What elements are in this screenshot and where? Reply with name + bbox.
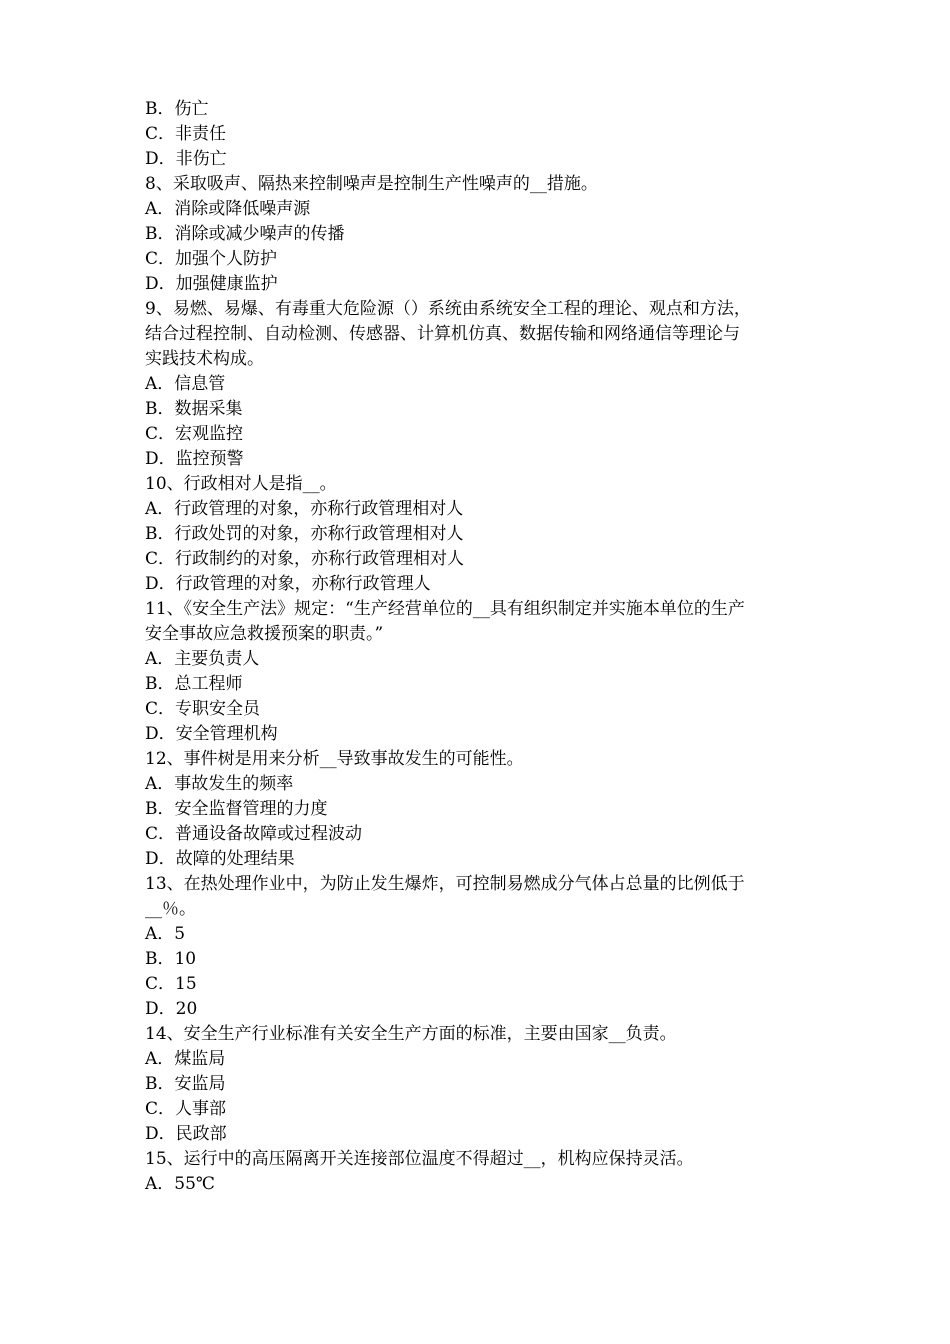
text-line: A．消除或降低噪声源 <box>145 199 311 219</box>
text-line: B．总工程师 <box>145 674 243 694</box>
question-15: 15、运行中的高压隔离开关连接部位温度不得超过__，机构应保持灵活。 <box>145 1149 694 1169</box>
question-10: 10、行政相对人是指__。 <box>145 474 337 494</box>
text-line: A．信息管 <box>145 374 226 394</box>
text-line: C．非责任 <box>145 124 227 144</box>
text-line: 实践技术构成。 <box>145 349 264 369</box>
text-line: A．55℃ <box>145 1174 215 1194</box>
question-12: 12、事件树是用来分析__导致事故发生的可能性。 <box>145 749 524 769</box>
text-line: D．民政部 <box>145 1124 227 1144</box>
text-line: A．煤监局 <box>145 1049 226 1069</box>
text-line: B．行政处罚的对象，亦称行政管理相对人 <box>145 524 464 544</box>
text-line: B．10 <box>145 949 197 969</box>
question-13: 13、在热处理作业中，为防止发生爆炸，可控制易燃成分气体占总量的比例低于 <box>145 874 745 894</box>
text-line: C．加强个人防护 <box>145 249 278 269</box>
text-line: B．安监局 <box>145 1074 226 1094</box>
text-line: D．故障的处理结果 <box>145 849 295 869</box>
text-line: C．专职安全员 <box>145 699 261 719</box>
text-line: D．20 <box>145 999 198 1019</box>
text-line: __％。 <box>145 899 196 919</box>
text-line: A．事故发生的频率 <box>145 774 294 794</box>
question-8: 8、采取吸声、隔热来控制噪声是控制生产性噪声的__措施。 <box>145 174 598 194</box>
text-line: B．消除或减少噪声的传播 <box>145 224 345 244</box>
text-line: D．安全管理机构 <box>145 724 278 744</box>
text-line: D．监控预警 <box>145 449 244 469</box>
text-line: C．人事部 <box>145 1099 227 1119</box>
text-line: 结合过程控制、自动检测、传感器、计算机仿真、数据传输和网络通信等理论与 <box>145 324 740 344</box>
text-line: A．行政管理的对象，亦称行政管理相对人 <box>145 499 464 519</box>
text-line: C．15 <box>145 974 197 994</box>
text-line: B．数据采集 <box>145 399 243 419</box>
text-line: C．普通设备故障或过程波动 <box>145 824 363 844</box>
text-line: D．加强健康监护 <box>145 274 278 294</box>
text-line: C．宏观监控 <box>145 424 244 444</box>
text-line: C．行政制约的对象，亦称行政管理相对人 <box>145 549 465 569</box>
document-page <box>145 97 825 1197</box>
text-line: A．主要负责人 <box>145 649 260 669</box>
question-14: 14、安全生产行业标准有关安全生产方面的标准，主要由国家__负责。 <box>145 1024 677 1044</box>
text-line: D．非伤亡 <box>145 149 227 169</box>
text-line: A．5 <box>145 924 186 944</box>
question-11: 11、《安全生产法》规定：“生产经营单位的__具有组织制定并实施本单位的生产 <box>145 599 745 619</box>
text-line: 安全事故应急救援预案的职责。” <box>145 624 384 644</box>
text-line: D．行政管理的对象，亦称行政管理人 <box>145 574 431 594</box>
text-line: B．安全监督管理的力度 <box>145 799 328 819</box>
text-line: B．伤亡 <box>145 99 209 119</box>
question-9: 9、易燃、易爆、有毒重大危险源（）系统由系统安全工程的理论、观点和方法， <box>145 299 751 319</box>
